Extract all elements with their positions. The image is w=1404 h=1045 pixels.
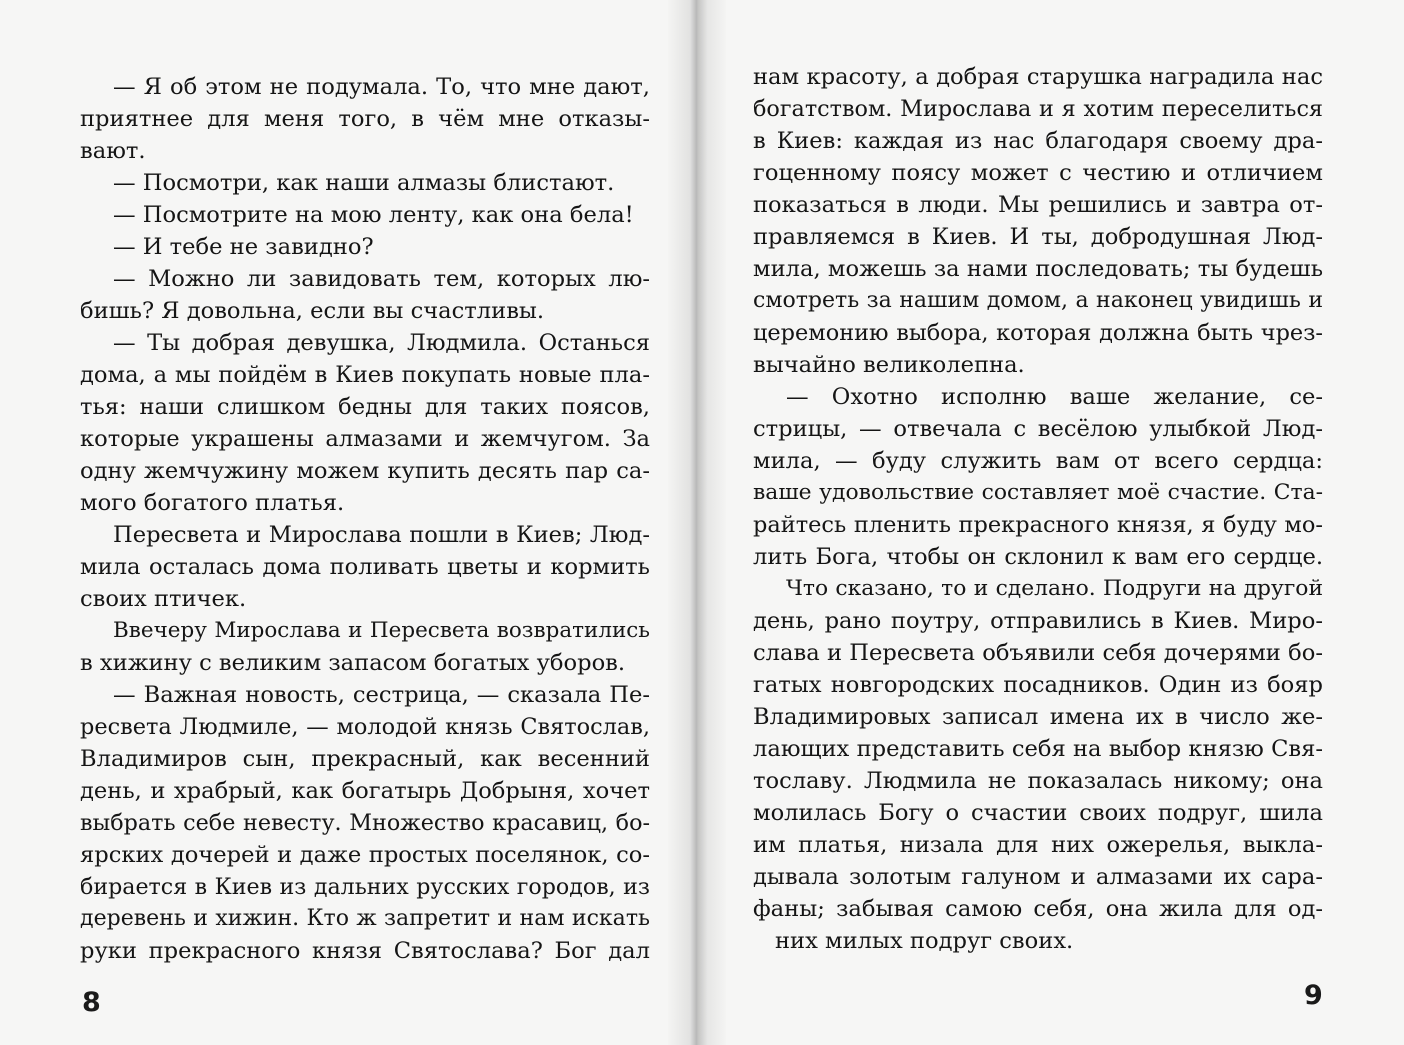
text-line: смотреть за нашим домом, а наконец увидишь и: [753, 288, 1323, 313]
text-line: тославу. Людмила не показалась никому; она: [753, 768, 1323, 794]
text-line: ваше удовольствие составляет моё счастие. Ста-: [753, 480, 1323, 505]
text-line: церемонию выбора, которая должна быть чрез-: [753, 320, 1323, 346]
text-line: тья: наши слишком бедны для таких поясов,: [80, 394, 650, 420]
text-line: райтесь пленить прекрасного князя, я буду мо-: [753, 512, 1323, 538]
text-line: — Можно ли завидовать тем, которых лю-: [113, 266, 650, 292]
text-line: бирается в Киев из дальних русских городов, из: [80, 874, 650, 900]
text-line: — И тебе не завидно?: [113, 234, 374, 260]
text-line: в Киев: каждая из нас благодаря своему дра-: [753, 128, 1323, 154]
text-line: — Я об этом не подумала. То, что мне дают,: [113, 74, 650, 100]
page-number-left: 8: [82, 987, 101, 1018]
text-line: Что сказано, то и сделано. Подруги на другой: [786, 576, 1323, 601]
right-page-text: [753, 61, 1323, 957]
text-line: выбрать себе невесту. Множество красавиц, бо-: [80, 810, 650, 836]
text-line: ярских дочерей и даже простых поселянок, со-: [80, 842, 650, 868]
text-line: дома, а мы пойдём в Киев покупать новые пла-: [80, 362, 650, 388]
text-line: в хижину с великим запасом богатых уборов.: [80, 650, 626, 676]
text-line: молилась Богу о счастии своих подруг, шила: [753, 800, 1323, 826]
text-line: Ввечеру Мирослава и Пересвета возвратились: [113, 618, 650, 643]
left-page-text: [80, 71, 650, 967]
left-page: [0, 0, 696, 1045]
text-line: день, рано поутру, отправились в Киев. Миро-: [753, 608, 1323, 634]
text-line: одну жемчужину можем купить десять пар са-: [80, 458, 650, 484]
text-line: богатством. Мирослава и я хотим переселиться: [753, 96, 1323, 122]
text-line: Владимиров сын, прекрасный, как весенний: [80, 746, 650, 772]
text-line: бишь? Я довольна, если вы счастливы.: [80, 298, 545, 324]
text-line: правляемся в Киев. И ты, добродушная Люд-: [753, 224, 1323, 250]
text-line: гатых новгородских посадников. Один из бояр: [753, 672, 1323, 698]
text-line: них милых подруг своих.: [775, 928, 1074, 954]
text-line: — Посмотрите на мою ленту, как она бела!: [113, 202, 634, 228]
text-line: мила, можешь за нами последовать; ты будешь: [753, 256, 1323, 282]
text-line: дывала золотым галуном и алмазами их сара-: [753, 864, 1323, 890]
text-line: — Важная новость, сестрица, — сказала Пе-: [113, 682, 650, 708]
page-number-right: 9: [1304, 980, 1323, 1011]
text-line: лающих представить себя на выбор князю Свя-: [753, 736, 1323, 762]
text-line: — Посмотри, как наши алмазы блистают.: [113, 170, 615, 196]
text-line: своих птичек.: [80, 586, 247, 612]
text-line: приятнее для меня того, в чём мне отказы-: [80, 106, 650, 132]
text-line: нам красоту, а добрая старушка наградила нас: [753, 64, 1323, 90]
text-line: мила осталась дома поливать цветы и кормить: [80, 554, 650, 580]
text-line: ресвета Людмиле, — молодой князь Святослав,: [80, 714, 650, 740]
text-line: которые украшены алмазами и жемчугом. За: [80, 426, 650, 452]
text-line: мила, — буду служить вам от всего сердца:: [753, 448, 1323, 474]
text-line: вают.: [80, 138, 146, 164]
text-line: им платья, низала для них ожерелья, выкла-: [753, 832, 1323, 858]
text-line: — Ты добрая девушка, Людмила. Останься: [113, 330, 650, 356]
text-line: фаны; забывая самою себя, она жила для од-: [753, 896, 1323, 922]
text-line: деревень и хижин. Кто ж запретит и нам искать: [80, 906, 650, 931]
text-line: стрицы, — отвечала с весёлою улыбкой Люд-: [753, 416, 1323, 442]
book-gutter: [668, 0, 726, 1045]
text-line: Владимировых записал имена их в число же-: [753, 704, 1323, 730]
text-line: гоценному поясу может с честию и отличием: [753, 160, 1323, 186]
text-line: лить Бога, чтобы он склонил к вам его сердце.: [753, 544, 1323, 570]
text-line: показаться в люди. Мы решились и завтра от-: [753, 192, 1323, 218]
text-line: день, и храбрый, как богатырь Добрыня, хочет: [80, 778, 650, 804]
text-line: — Охотно исполню ваше желание, се-: [786, 384, 1323, 410]
text-line: руки прекрасного князя Святослава? Бог дал: [80, 938, 650, 964]
text-line: Пересвета и Мирослава пошли в Киев; Люд-: [113, 522, 650, 548]
text-line: вычайно великолепна.: [753, 352, 1025, 378]
text-line: слава и Пересвета объявили себя дочерями бо-: [753, 640, 1323, 666]
text-line: мого богатого платья.: [80, 490, 345, 516]
